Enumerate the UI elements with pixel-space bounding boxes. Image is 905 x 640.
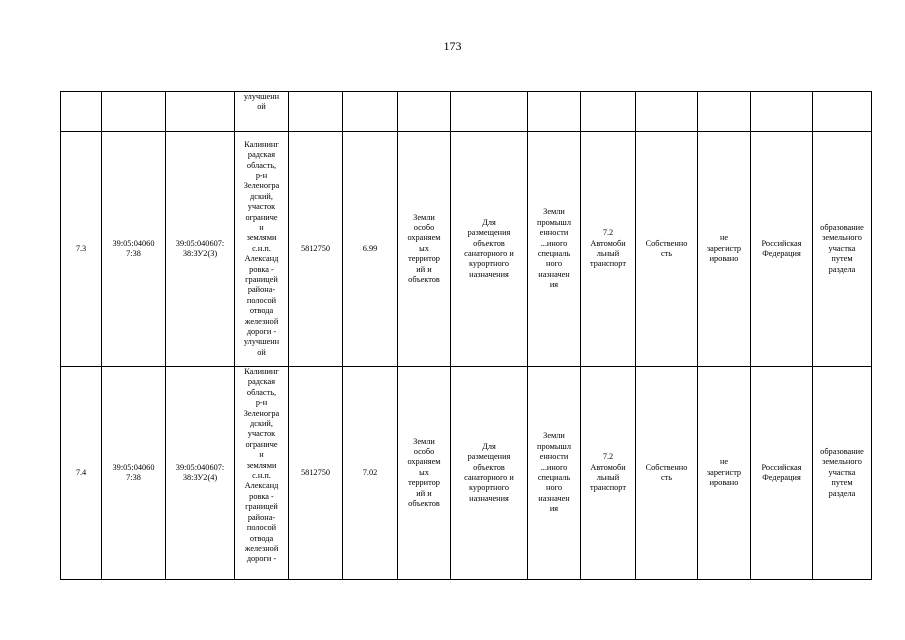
cell-empty bbox=[581, 92, 636, 132]
cell-parent-cadastral: 39:05:04060 7:38 bbox=[102, 367, 166, 580]
cell-new-use: 7.2 Автомоби льный транспорт bbox=[581, 367, 636, 580]
cell-empty bbox=[61, 92, 102, 132]
cell-empty bbox=[166, 92, 235, 132]
table-row bbox=[61, 132, 872, 367]
cell-permitted-use: Для размещения объектов санаторного и курортного назначения bbox=[451, 367, 528, 580]
cell-empty bbox=[698, 92, 751, 132]
cell-number: 7.4 bbox=[61, 367, 102, 580]
cell-area-total: 5812750 bbox=[289, 367, 343, 580]
table-row bbox=[61, 367, 872, 580]
cell-empty bbox=[528, 92, 581, 132]
cell-owner: Российская Федерация bbox=[751, 132, 813, 367]
cell-area-total: 5812750 bbox=[289, 132, 343, 367]
cell-number: 7.3 bbox=[61, 132, 102, 367]
cell-empty bbox=[398, 92, 451, 132]
cell-area-new: 6.99 bbox=[343, 132, 398, 367]
cell-empty bbox=[813, 92, 872, 132]
cell-area-new: 7.02 bbox=[343, 367, 398, 580]
cell-ownership: Собственно сть bbox=[636, 367, 698, 580]
table-row-continuation bbox=[61, 92, 872, 132]
cell-new-category: Земли промышл енности ...иного специаль ного назначен ия bbox=[528, 132, 581, 367]
cell-method: образование земельного участка путем раздела bbox=[813, 367, 872, 580]
cell-empty bbox=[451, 92, 528, 132]
land-plot-table bbox=[60, 91, 872, 580]
cell-address: Калининг радская область, р-н Зеленогра дский, участок ограниче н землями с.н.п. Александ ровка - границей района- полосой отвода железной дороги - улучшенн ой bbox=[235, 132, 289, 367]
cell-ownership: Собственно сть bbox=[636, 132, 698, 367]
cell-empty bbox=[636, 92, 698, 132]
page-number: 173 bbox=[443, 39, 462, 53]
cell-empty bbox=[102, 92, 166, 132]
cell-empty bbox=[751, 92, 813, 132]
cell-rights-holder: не зарегистр ировано bbox=[698, 132, 751, 367]
cell-new-use: 7.2 Автомоби льный транспорт bbox=[581, 132, 636, 367]
cell-rights-holder: не зарегистр ировано bbox=[698, 367, 751, 580]
cell-empty bbox=[289, 92, 343, 132]
cell-empty bbox=[343, 92, 398, 132]
cell-address: Калининг радская область, р-н Зеленогра дский, участок ограниче н землями с.н.п. Александ ровка - границей района- полосой отвода железной дороги - bbox=[235, 367, 289, 580]
cell-owner: Российская Федерация bbox=[751, 367, 813, 580]
cell-category: Земли особо охраняем ых территор ий и объектов bbox=[398, 132, 451, 367]
cell-parent-cadastral: 39:05:04060 7:38 bbox=[102, 132, 166, 367]
cell-address-continuation: улучшенн ой bbox=[235, 92, 289, 132]
cell-new-cadastral: 39:05:040607: 38:ЗУ2(3) bbox=[166, 132, 235, 367]
cell-new-category: Земли промышл енности ...иного специаль ного назначен ия bbox=[528, 367, 581, 580]
cell-new-cadastral: 39:05:040607: 38:ЗУ2(4) bbox=[166, 367, 235, 580]
cell-category: Земли особо охраняем ых территор ий и объектов bbox=[398, 367, 451, 580]
cell-method: образование земельного участка путем раздела bbox=[813, 132, 872, 367]
cell-permitted-use: Для размещения объектов санаторного и курортного назначения bbox=[451, 132, 528, 367]
